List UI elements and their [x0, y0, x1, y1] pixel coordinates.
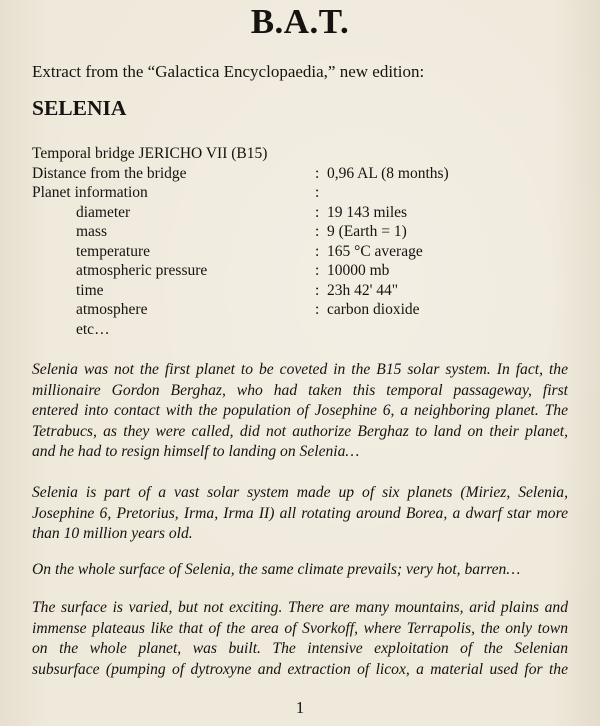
paragraph-solar-system	[32, 483, 568, 545]
time-value: 23h 42' 44"	[327, 281, 399, 299]
paragraph-line: Tetrabucs, as they were called, did not authorize Berghaz to land on their planet,	[32, 422, 568, 440]
paragraph-line: The surface is varied, but not exciting. There are many mountains, arid plains and	[32, 599, 568, 616]
info-row-atmosphere	[32, 300, 572, 320]
document-title: B.A.T.	[250, 2, 350, 41]
paragraph-surface	[32, 598, 568, 680]
paragraph-line: Josephine 6, Pretorius, Irma, Irma II) all rotating around Borea, a dwarf star more	[32, 504, 568, 522]
atmosphere-colon: :	[315, 301, 320, 318]
planet-information-label: Planet information	[32, 184, 148, 201]
diameter-colon: :	[315, 203, 320, 221]
distance-label: Distance from the bridge	[32, 164, 187, 182]
temperature-value: 165 °C average	[327, 242, 423, 260]
atmosphere-label: atmosphere	[76, 301, 148, 318]
atmospheric-pressure-label: atmospheric pressure	[76, 262, 208, 279]
atmospheric-pressure-value: 10000 mb	[327, 262, 390, 279]
mass-value: 9 (Earth = 1)	[327, 223, 407, 240]
temporal-bridge-label: Temporal bridge JERICHO VII (B15)	[32, 145, 268, 162]
page-number: 1	[295, 698, 305, 717]
info-row-distance	[32, 164, 572, 184]
paragraph-line: than 10 million years old.	[32, 525, 193, 542]
distance-value: 0,96 AL (8 months)	[327, 164, 449, 182]
info-row-diameter	[32, 203, 572, 223]
paragraph-line: on the whole planet, was built. The intensive exploitation of the Selenian	[32, 640, 568, 657]
info-row-temperature	[32, 242, 572, 262]
mass-label: mass	[76, 223, 107, 240]
info-row-atmospheric-pressure	[32, 261, 572, 281]
paragraph-line: Selenia was not the first planet to be coveted in the B15 solar system. In fact, the	[32, 361, 568, 378]
temperature-colon: :	[315, 242, 320, 260]
info-row-etc	[32, 320, 572, 340]
planet-info-block	[32, 144, 572, 339]
paragraph-line: immense plateaus like that of the area of Svorkoff, where Terrapolis, the only town	[32, 619, 568, 637]
paragraph-line: millionaire Gordon Berghaz, who had taken this temporal passageway, first	[32, 381, 568, 399]
info-row-time	[32, 281, 572, 301]
time-colon: :	[315, 281, 320, 299]
paragraph-climate	[32, 560, 568, 581]
diameter-label: diameter	[76, 203, 131, 221]
etc-label: etc…	[76, 320, 110, 338]
paragraph-line: and he had to resign himself to landing on Selenia…	[32, 443, 360, 460]
paragraph-line: entered into contact with the population of Josephine 6, a neighboring planet. The	[32, 402, 568, 419]
diameter-value: 19 143 miles	[327, 203, 408, 221]
time-label: time	[76, 281, 104, 299]
info-row-planet-information	[32, 183, 572, 203]
mass-colon: :	[315, 223, 320, 240]
temperature-label: temperature	[76, 242, 151, 260]
planet-information-colon: :	[315, 184, 320, 201]
atmosphere-value: carbon dioxide	[327, 301, 420, 318]
extract-intro: Extract from the “Galactica Encyclopaedia,” new edition:	[32, 62, 425, 81]
atmospheric-pressure-colon: :	[315, 262, 320, 279]
section-heading: SELENIA	[32, 96, 127, 120]
info-row-mass	[32, 222, 572, 242]
paragraph-line: On the whole surface of Selenia, the same climate prevails; very hot, barren…	[32, 561, 521, 578]
info-row-temporal-bridge	[32, 144, 572, 164]
paragraph-line: subsurface (pumping of dytroxyne and extraction of licox, a material used for the	[32, 660, 568, 678]
distance-colon: :	[315, 164, 320, 182]
paragraph-coveted-planet	[32, 360, 568, 463]
paragraph-line: Selenia is part of a vast solar system made up of six planets (Miriez, Selenia,	[32, 484, 568, 501]
